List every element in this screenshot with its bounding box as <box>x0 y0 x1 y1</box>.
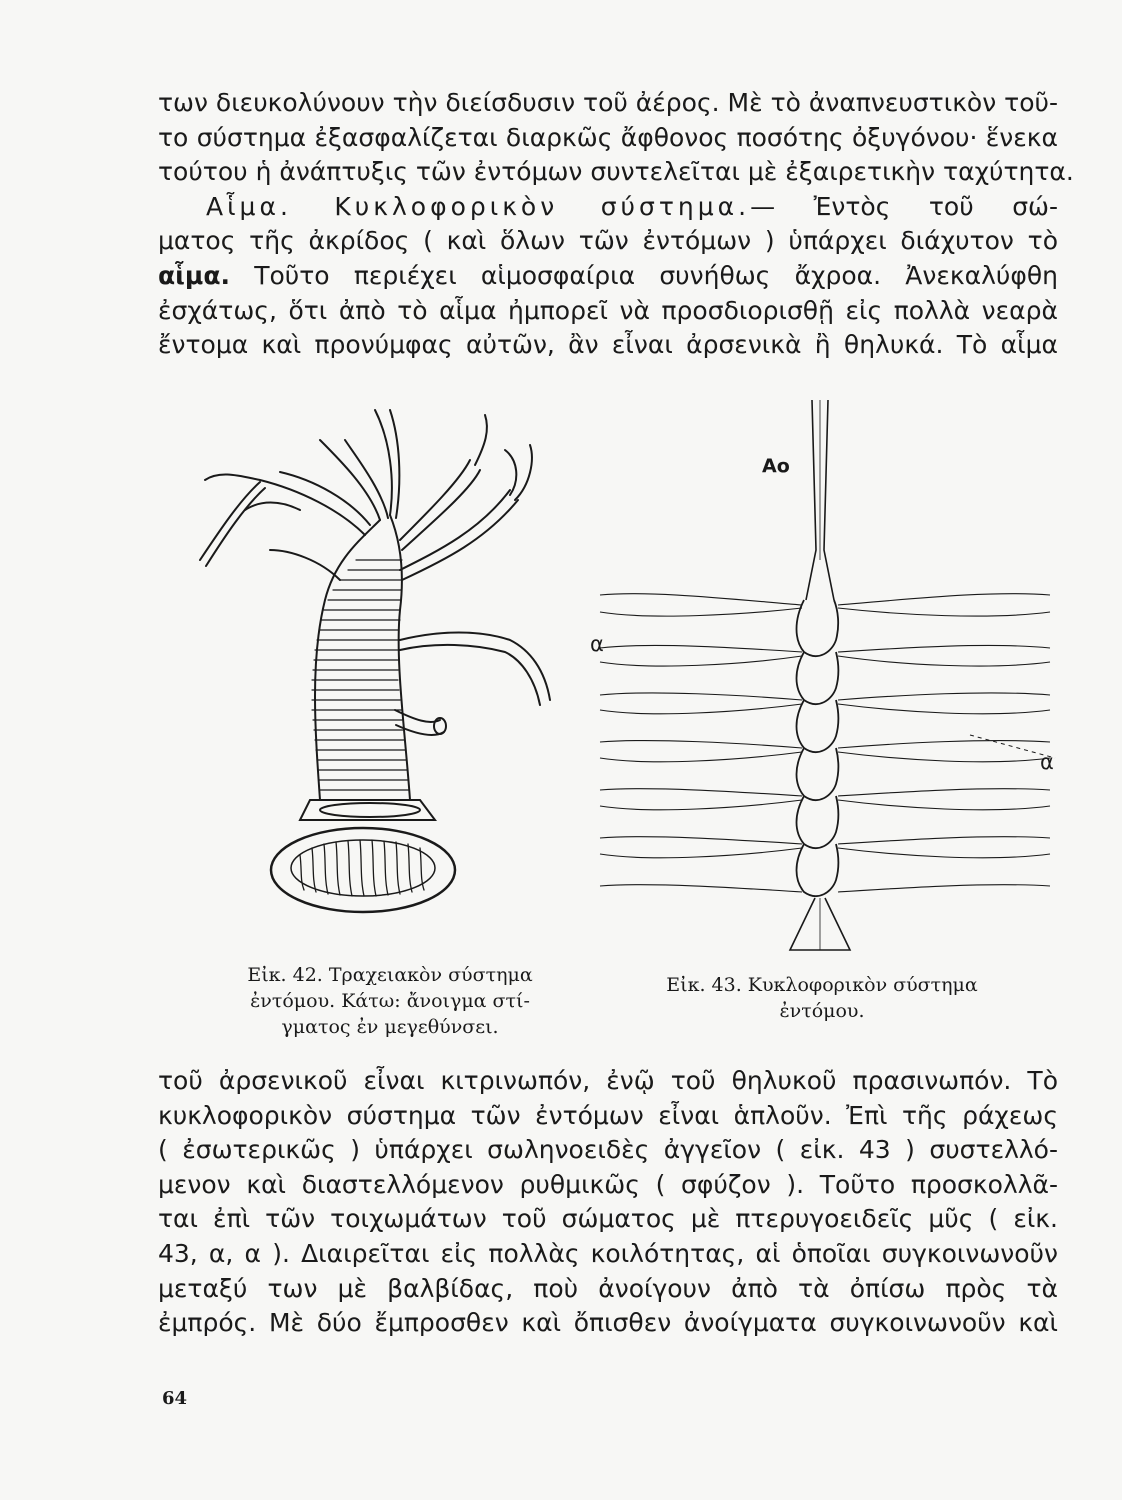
text-line: 43, α, α ). Διαιρεῖται εἰς πολλὰς κοιλότητας, αἱ ὁποῖαι συγκοινωνοῦν <box>158 1238 1058 1268</box>
caption-line: γματος ἐν μεγεθύνσει. <box>281 1016 499 1038</box>
text-line-rest: Τοῦτο περιέχει αἱμοσφαίρια συνήθως ἄχροα. Ἀνεκαλύφθη <box>230 260 1058 290</box>
text-line: ματος τῆς ἀκρίδος ( καὶ ὅλων τῶν ἐντόμων ) ὑπάρχει διάχυτον τὸ <box>158 226 1058 256</box>
alpha-label-left: α <box>590 632 604 656</box>
text-line <box>158 259 1058 294</box>
page-number: 64 <box>162 1388 188 1409</box>
figure-42-tracheal-illustration <box>150 400 580 920</box>
text-line: μεταξύ των μὲ βαλβίδας, ποὺ ἀνοίγουν ἀπὸ τὰ ὀπίσω πρὸς τὰ <box>158 1273 1058 1303</box>
text-line: το σύστημα ἐξασφαλίζεται διαρκῶς ἄφθονος ποσότης ὀξυγόνου· ἕνεκα <box>158 122 1058 152</box>
section-heading-line <box>158 190 1058 225</box>
section-heading-rest: — Ἐντὸς τοῦ σώ- <box>750 191 1058 221</box>
text-line: κυκλοφορικὸν σύστημα τῶν ἐντόμων εἶναι ἁπλοῦν. Ἐπὶ τῆς ράχεως <box>158 1100 1058 1130</box>
text-line: ται ἐπὶ τῶν τοιχωμάτων τοῦ σώματος μὲ πτερυγοειδεῖς μῦς ( εἰκ. <box>158 1204 1058 1234</box>
text-line: τούτου ἡ ἀνάπτυξις τῶν ἐντόμων συντελεῖται μὲ ἐξαιρετικὴν ταχύτητα. <box>158 157 1074 187</box>
caption-line: Εἰκ. 43. Κυκλοφορικὸν σύστημα <box>666 974 978 996</box>
figure-43-caption <box>622 972 1022 1024</box>
section-heading: Αἷμα. Κυκλοφορικὸν σύστημα. <box>206 191 751 221</box>
paragraph-top <box>158 86 1074 363</box>
caption-line: ἐντόμου. Κάτω: ἄνοιγμα στί- <box>250 990 530 1012</box>
text-line: ἔντομα καὶ προνύμφας αὐτῶν, ἂν εἶναι ἀρσενικὰ ἢ θηλυκά. Τὸ αἷμα <box>158 330 1058 360</box>
figure-42-caption <box>205 962 575 1040</box>
text-line: τοῦ ἀρσενικοῦ εἶναι κιτρινωπόν, ἐνῷ τοῦ θηλυκοῦ πρασινωπόν. Τὸ <box>158 1066 1058 1095</box>
text-line: μενον καὶ διαστελλόμενον ρυθμικῶς ( σφύζον ). Τοῦτο προσκολλᾶ- <box>158 1169 1058 1199</box>
alpha-label-right: α <box>1040 750 1054 774</box>
text-line: των διευκολύνουν τὴν διείσδυσιν τοῦ ἀέρος. Μὲ τὸ ἀναπνευστικὸν τοῦ- <box>158 88 1058 117</box>
figure-43-circulatory-illustration <box>590 390 1060 960</box>
caption-line: ἐντόμου. <box>779 1000 865 1022</box>
aorta-label: Αο <box>762 455 790 477</box>
caption-line: Εἰκ. 42. Τραχειακὸν σύστημα <box>247 964 533 986</box>
text-line: ( ἐσωτερικῶς ) ὑπάρχει σωληνοειδὲς ἀγγεῖον ( εἰκ. 43 ) συστελλό- <box>158 1135 1058 1165</box>
text-line: ἐσχάτως, ὅτι ἀπὸ τὸ αἷμα ἠμπορεῖ νὰ προσδιορισθῇ εἰς πολλὰ νεαρὰ <box>158 295 1058 325</box>
bold-term: αἷμα. <box>158 260 230 290</box>
text-line: ἐμπρός. Μὲ δύο ἔμπροσθεν καὶ ὄπισθεν ἀνοίγματα συγκοινωνοῦν καὶ <box>158 1308 1058 1338</box>
paragraph-bottom <box>158 1064 1058 1341</box>
